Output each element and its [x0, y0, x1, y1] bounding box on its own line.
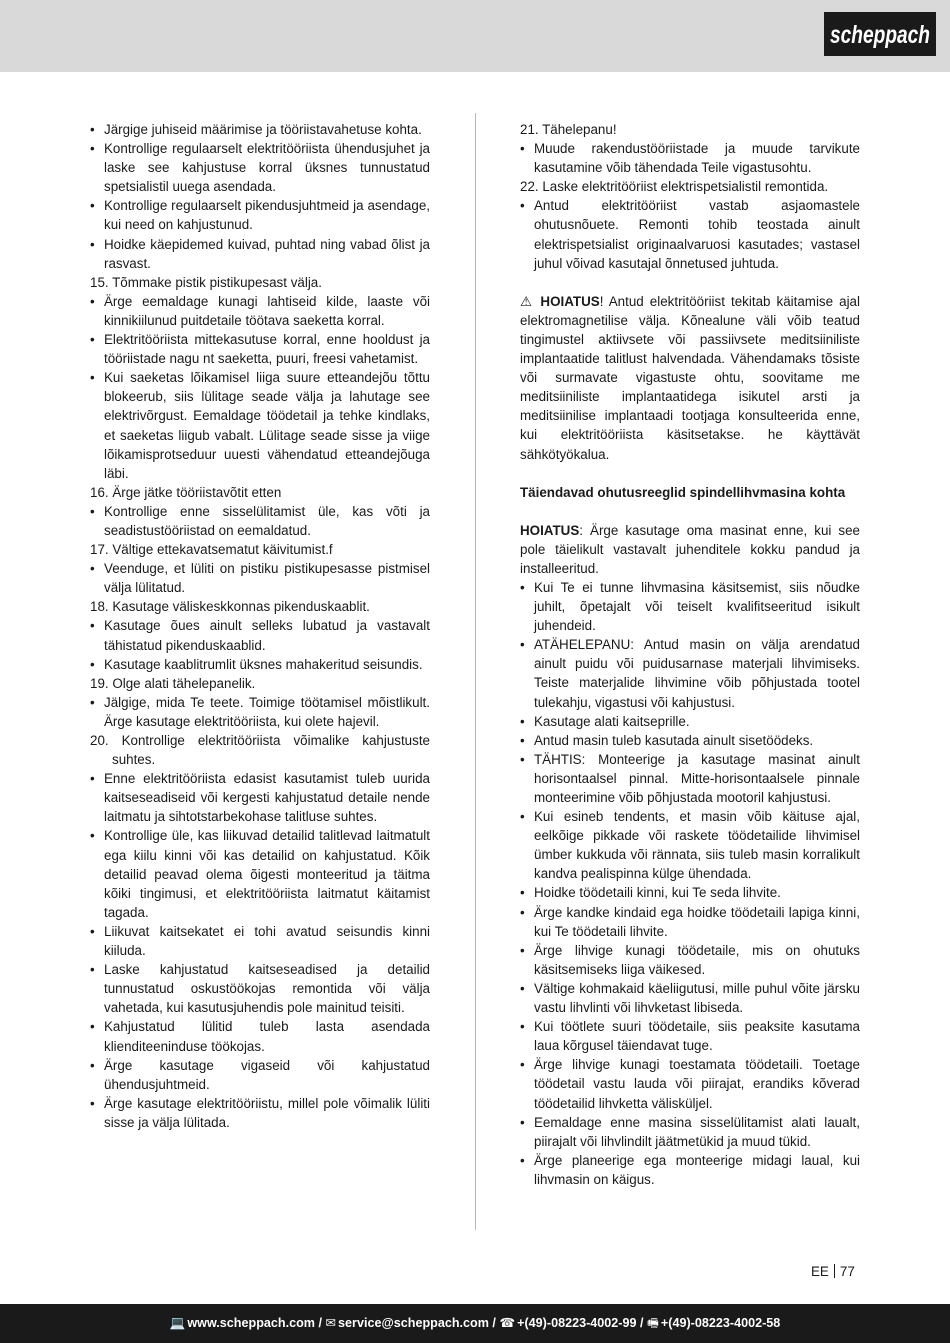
warning-paragraph [520, 292, 860, 464]
numbered-item: 20. Kontrollige elektritööriista võimalike kahjustuste suhtes. [90, 733, 430, 768]
warning-text: ! Antud elektritööriist tekitab käitamise ajal elektromagnetilise välja. Kõnealune väli võib teatud tingimustel aktiivsete või passiivsete meditsiiniliste implantaatide talitlust halvendada. Vähendamaks tõsiste või surmavate vigastuste ohtu, soovitame me meditsiiniliste implantaatidega isikutel arsti ja meditsiinilise implantaadi tootjaga konsulteerida enne, kui elektritööriista käsitsetakse. he käyttävät sähkötyökalua. [520, 293, 860, 462]
page-num: 77 [839, 1264, 855, 1279]
footer-sep: / [314, 1316, 326, 1330]
bullet-item: • Kui saeketas lõikamisel liiga suure etteandejõu tõttu blokeerub, siis lülitage seade välja ja lahutage see elektrivõrgust. Eemaldage töödetail ja tehke kindlaks, et saeketas liigub vabalt. Lülitage seade sisse ja viige lõikamisprotseduur uuesti vähendatud etteandejõuga läbi. [90, 368, 430, 483]
page-number [811, 1264, 855, 1279]
bullet-item: • Ärge lihvige kunagi töödetaile, mis on ohutuks käsitsemiseks liiga väikesed. [520, 941, 860, 979]
bullet-item: • Vältige kohmakaid käeliigutusi, mille puhul võite järsku vastu lihvlinti või lihvketast libiseda. [520, 979, 860, 1017]
bullet-item: • Kontrollige regulaarselt elektritööriista ühendusjuhet ja laske see kahjustuse korral üksnes tunnustatud spetsialistil uuega asendada. [90, 139, 430, 196]
bullet-item: • Ärge kasutage vigaseid või kahjustatud ühendusjuhtmeid. [90, 1056, 430, 1094]
computer-icon: 💻 [169, 1316, 186, 1330]
bullet-item: • Kui esineb tendents, et masin võib käituse ajal, eelkõige pikkade või raskete töödetailide lihvimisel ümber kukkuda või rännata, siis tuleb masin korralikult kandva pealispinna külge ühendada. [520, 807, 860, 883]
logo-text: scheppach [830, 21, 930, 49]
bullet-item: • Jälgige, mida Te teete. Toimige töötamisel mõistlikult. Ärge kasutage elektritööriista, kui olete hajevil. [90, 693, 430, 731]
footer-phone: +(49)-08223-4002-99 [517, 1316, 637, 1330]
bullet-item: • Enne elektritööriista edasist kasutamist tuleb uurida kaitseseadiseid või kergesti kahjustatud detaile nende laitmatu ja sihtotstarbekohase talitluse suhtes. [90, 769, 430, 826]
hoiatus-paragraph [520, 521, 860, 578]
bullet-item: • Hoidke käepidemed kuivad, puhtad ning vabad õlist ja rasvast. [90, 235, 430, 273]
bullet-item: • Antud masin tuleb kasutada ainult sisetöödeks. [520, 731, 860, 750]
numbered-item: 18. Kasutage väliskeskkonnas pikenduskaablit. [90, 599, 370, 615]
page-lang: EE [811, 1264, 829, 1279]
bullet-item: • Ärge kasutage elektritööriistu, millel pole võimalik lüliti sisse ja välja lülitada. [90, 1094, 430, 1132]
numbered-item: 22. Laske elektritööriist elektrispetsialistil remontida. [520, 179, 829, 195]
bullet-item: • ATÄHELEPANU: Antud masin on välja arendatud ainult puidu või puidusarnase materjali lihvimiseks. Teiste materjalide lihvimine võib põhjustada tootel tulekahju, vigastusi või kahjustusi. [520, 635, 860, 711]
warning-label: HOIATUS [540, 293, 600, 309]
bullet-item: • Eemaldage enne masina sisselülitamist alati laualt, piirajalt või lihvlindilt jäätmetükid ja muud tükid. [520, 1113, 860, 1151]
bullet-item: • Kasutage alati kaitseprille. [520, 712, 860, 731]
bullet-item: • Hoidke töödetaili kinni, kui Te seda lihvite. [520, 883, 860, 902]
bullet-item: • Kui töötlete suuri töödetaile, siis peaksite kasutama laua kõrgusel täiendavat tuge. [520, 1017, 860, 1055]
bullet-item: • Veenduge, et lüliti on pistiku pistikupesasse pistmisel välja lülitatud. [90, 559, 430, 597]
footer-web[interactable]: www.scheppach.com [187, 1316, 315, 1330]
footer-fax: +(49)-08223-4002-58 [660, 1316, 781, 1330]
numbered-item: 19. Olge alati tähelepanelik. [90, 675, 256, 691]
page-footer [0, 1304, 950, 1343]
scheppach-logo [824, 12, 936, 56]
bullet-item: • Laske kahjustatud kaitseseadised ja detailid tunnustatud oskustöökojas remontida või välja vahetada, kui kasutusjuhendis pole mainitud teisiti. [90, 960, 430, 1017]
bullet-item: • Kasutage kaablitrumlit üksnes mahakeritud seisundis. [90, 655, 430, 674]
bullet-item: • Ärge kandke kindaid ega hoidke töödetaili lapiga kinni, kui Te töödetaili lihvite. [520, 903, 860, 941]
bullet-item: • Antud elektritööriist vastab asjaomastele ohutusnõuete. Remonti tohib teostada ainult elektrispetsialist originaalvaruosi kasutades; vastasel juhul võivad kasutajal õnnetused juhtuda. [520, 196, 860, 272]
warning-triangle-icon: ⚠ [520, 293, 535, 309]
bullet-item: • Ärge planeerige ega monteerige midagi laual, kui lihvmasin on käigus. [520, 1151, 860, 1189]
bullet-item: • TÄHTIS: Monteerige ja kasutage masinat ainult horisontaalsel pinnal. Mitte-horisontaalsele pinnale monteerimine võib põhjustada mootoril kahjustusi. [520, 750, 860, 807]
bullet-item: • Kahjustatud lülitid tuleb lasta asendada klienditeeninduse töökojas. [90, 1017, 430, 1055]
bullet-item: • Elektritööriista mittekasutuse korral, enne hooldust ja tööriistade nagu nt saeketta, puuri, freesi vahetamist. [90, 330, 430, 368]
phone-icon: ☎ [499, 1316, 516, 1330]
bullet-item: • Ärge lihvige kunagi toestamata töödetaili. Toetage töödetail vastu lauda või piirajat, erandiks kõverad töödetailid lihvketta välisküljel. [520, 1055, 860, 1112]
bullet-item: • Kasutage õues ainult selleks lubatud ja vastavalt tähistatud pikenduskaablid. [90, 616, 430, 654]
footer-mail[interactable]: service@scheppach.com [338, 1316, 489, 1330]
bullet-item: • Kontrollige regulaarselt pikendusjuhtmeid ja asendage, kui need on kahjustunud. [90, 196, 430, 234]
bullet-item: • Järgige juhiseid määrimise ja tööriistavahetuse kohta. [90, 120, 430, 139]
fax-icon: 🖷 [647, 1316, 659, 1330]
bullet-item: • Kui Te ei tunne lihvmasina käsitsemist, siis nõudke juhilt, õpetajalt või teiselt kvalifitseeritud isikult juhendeid. [520, 578, 860, 635]
logo-wordmark [824, 12, 936, 56]
numbered-item: 17. Vältige ettekavatsematut käivitumist.f [90, 542, 333, 558]
hoiatus-label: HOIATUS [520, 522, 580, 538]
numbered-item: 21. Tähelepanu! [520, 122, 617, 137]
footer-sep: / [636, 1316, 648, 1330]
page-header [0, 0, 950, 72]
numbered-item: 16. Ärge jätke tööriistavõtit etten [90, 484, 282, 500]
numbered-item: 15. Tõmmake pistik pistikupesast välja. [90, 274, 322, 290]
right-column [520, 120, 860, 1189]
right-top-list [520, 120, 860, 273]
bullet-item: • Kontrollige üle, kas liikuvad detailid talitlevad laitmatult ega kiilu kinni või kas detailid on kahjustatud. Kõik detailid peavad olema õigesti monteeritud ja täitma kõiki tingimusi, et elektritööriista laitmatut käitamist tagada. [90, 826, 430, 921]
left-column [90, 120, 430, 1132]
bullet-item: • Liikuvat kaitsekatet ei tohi avatud seisundis kinni kiiluda. [90, 922, 430, 960]
mail-icon: ✉ [325, 1316, 337, 1330]
hoiatus-text: : Ärge kasutage oma masinat enne, kui see pole täielikult vastavalt juhenditele kokku pandud ja installeeritud. [520, 522, 860, 576]
right-bullet-list [520, 578, 860, 1189]
section-heading: Täiendavad ohutusreeglid spindellihvmasina kohta [520, 484, 846, 500]
column-divider [475, 113, 476, 1230]
bullet-item: • Ärge eemaldage kunagi lahtiseid kilde, laaste või kinnikiilunud puitdetaile töötava saeketta korral. [90, 292, 430, 330]
bullet-item: • Muude rakendustööriistade ja muude tarvikute kasutamine võib tähendada Teile vigastusohtu. [520, 139, 860, 177]
footer-sep: / [488, 1316, 500, 1330]
bullet-item: • Kontrollige enne sisselülitamist üle, kas võti ja seadistustööriistad on eemaldatud. [90, 502, 430, 540]
